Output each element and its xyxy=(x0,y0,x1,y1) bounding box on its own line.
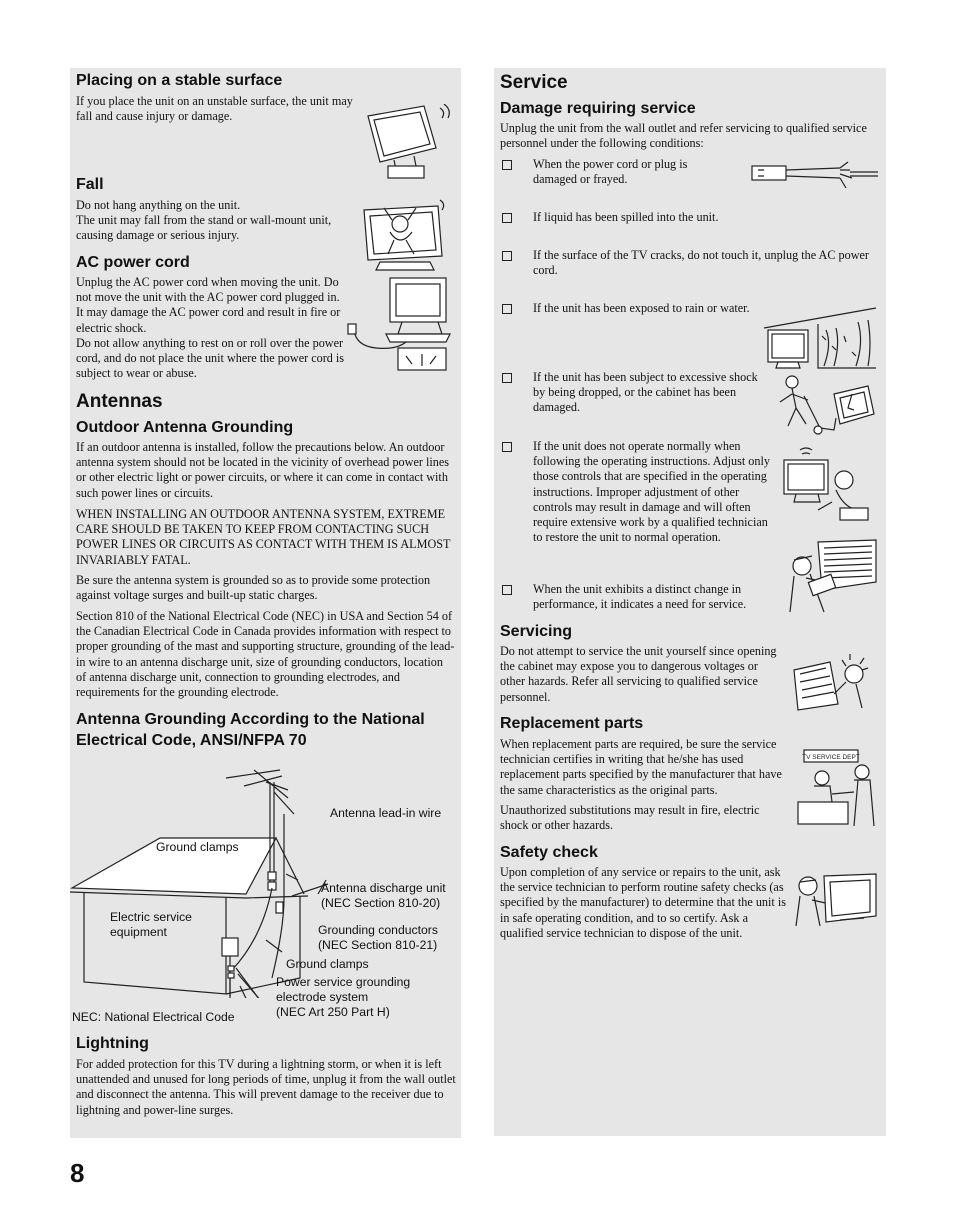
service-intro-text: Unplug the unit from the wall outlet and refer servicing to qualified service personnel under the following conditions: xyxy=(500,121,867,151)
label-grounding-conductors-line-2: (NEC Section 810-21) xyxy=(318,938,438,952)
label-electric-service xyxy=(110,910,192,940)
service-item-box-5 xyxy=(502,373,512,383)
dropped-tv-illustration xyxy=(776,374,878,436)
label-power-grounding-line-1: Power service grounding xyxy=(276,975,411,989)
service-item-box-6 xyxy=(502,442,512,452)
label-grounding-conductors xyxy=(318,923,438,953)
antenna-text-3: Be sure the antenna system is grounded so as to provide some protection against voltage surges and built-up static charges. xyxy=(76,573,431,603)
service-item-box-2 xyxy=(502,213,512,223)
lightning-heading: Lightning xyxy=(76,1035,149,1052)
service-item-1: When the power cord or plug is damaged or frayed. xyxy=(533,157,688,187)
label-power-grounding-line-2: electrode system xyxy=(276,990,369,1004)
service-dept-illustration xyxy=(796,748,878,826)
child-hanging-illustration xyxy=(360,198,452,274)
ac-power-cord-text-2: Do not allow anything to rest on or roll over the power cord, and do not place the unit where the power cord is subject to wear or abuse. xyxy=(76,336,345,381)
frayed-cord-illustration xyxy=(750,160,880,190)
fall-text-2: The unit may fall from the stand or wall-mount unit, causing damage or serious injury. xyxy=(76,213,332,243)
fall-text-1: Do not hang anything on the unit. xyxy=(76,198,241,212)
service-item-box-3 xyxy=(502,251,512,261)
service-heading: Service xyxy=(500,72,568,93)
tv-tipping-illustration xyxy=(362,104,454,180)
antenna-text-1: If an outdoor antenna is installed, follow the precautions below. An outdoor antenna system should not be located in the vicinity of overhead power lines or other electric light or power circuits, or where it can come in contact with such power lines or circuits. xyxy=(76,440,449,500)
ac-power-cord-heading: AC power cord xyxy=(76,254,190,271)
antennas-heading: Antennas xyxy=(76,391,163,412)
service-item-2: If liquid has been spilled into the unit. xyxy=(533,210,719,224)
service-item-box-4 xyxy=(502,304,512,314)
page-number: 8 xyxy=(70,1158,85,1188)
servicing-heading: Servicing xyxy=(500,623,573,640)
service-item-6: If the unit does not operate normally when following the operating instructions. Adjust only those controls that are specified in the operating instructions. Improper adjustment of other controls may result in damage and will often require extensive work by a qualified technician to restore the unit to normal operation. xyxy=(533,439,770,545)
tv-cord-illustration xyxy=(346,276,452,374)
damage-requiring-service-heading: Damage requiring service xyxy=(500,100,696,117)
stable-surface-heading: Placing on a stable surface xyxy=(76,72,283,89)
service-item-box-1 xyxy=(502,160,512,170)
label-ground-clamps-bottom: Ground clamps xyxy=(286,957,369,971)
phone-call-illustration xyxy=(782,446,874,524)
grounding-diagram-heading xyxy=(76,709,461,751)
label-power-grounding xyxy=(276,975,410,1020)
stable-surface-text: If you place the unit on an unstable surface, the unit may fall and cause injury or damage. xyxy=(76,94,353,124)
label-discharge-unit-line-2: (NEC Section 810-20) xyxy=(321,896,441,910)
service-item-box-7 xyxy=(502,585,512,595)
label-discharge-unit-line-1: Antenna discharge unit xyxy=(321,881,446,895)
ac-power-cord-text-1: Unplug the AC power cord when moving the unit. Do not move the unit with the AC power cord plugged in. It may damage the AC power cord and result in fire or electric shock. xyxy=(76,275,341,335)
grounding-heading-line-1: Antenna Grounding According to the National xyxy=(76,711,425,728)
antenna-text-4: Section 810 of the National Electrical Code (NEC) in USA and Section 54 of the Canadian Electrical Code in Canada provides information with respect to proper grounding of the mast and supporting structure, grounding of the lead-in wire to an antenna discharge unit, size of grounding conductors, location of antenna discharge unit, connection to grounding electrodes, and requirements for the grounding electrode. xyxy=(76,609,455,700)
label-electric-service-line-2: equipment xyxy=(110,925,167,939)
outdoor-antenna-grounding-heading: Outdoor Antenna Grounding xyxy=(76,419,294,436)
service-item-4: If the unit has been exposed to rain or water. xyxy=(533,301,750,315)
replacement-parts-text-2: Unauthorized substitutions may result in fire, electric shock or other hazards. xyxy=(500,803,760,833)
label-antenna-lead-in: Antenna lead-in wire xyxy=(330,806,442,820)
label-grounding-conductors-line-1: Grounding conductors xyxy=(318,923,438,937)
label-power-grounding-line-3: (NEC Art 250 Part H) xyxy=(276,1005,390,1019)
safety-check-text: Upon completion of any service or repairs to the unit, ask the service technician to perform routine safety checks (as specified by the manufacturer) to determine that the unit is in safe operating condition, and to so certify. Ask a qualified service technician to dispose of the unit. xyxy=(500,865,786,940)
service-item-3: If the surface of the TV cracks, do not touch it, unplug the AC power cord. xyxy=(533,248,869,278)
replacement-parts-heading: Replacement parts xyxy=(500,715,644,732)
servicing-text: Do not attempt to service the unit yourself since opening the cabinet may expose you to dangerous voltages or other hazards. Refer all servicing to qualified service personnel. xyxy=(500,644,777,704)
rain-window-illustration xyxy=(762,306,878,372)
safety-check-heading: Safety check xyxy=(500,844,598,861)
safety-check-illustration xyxy=(794,872,880,928)
tv-service-dept-sign: TV SERVICE DEPT xyxy=(802,754,860,761)
left-column xyxy=(70,68,461,1138)
label-nec: NEC: National Electrical Code xyxy=(72,1010,235,1024)
label-ground-clamps-top: Ground clamps xyxy=(156,840,239,854)
service-item-7: When the unit exhibits a distinct change in performance, it indicates a need for service. xyxy=(533,582,747,612)
right-column xyxy=(494,68,886,1136)
electric-shock-illustration xyxy=(790,652,874,712)
lightning-text: For added protection for this TV during a lightning storm, or when it is left unattended and unused for long periods of time, unplug it from the wall outlet and disconnect the antenna. This will prevent damage to the receiver due to lightning and power-line surges. xyxy=(76,1057,456,1117)
antenna-warning-text: WHEN INSTALLING AN OUTDOOR ANTENNA SYSTEM, EXTREME CARE SHOULD BE TAKEN TO KEEP FROM CONTACTING SUCH POWER LINES OR CIRCUITS AS CONTACT WITH THEM IS ALMOST INVARIABLY FATAL. xyxy=(76,507,451,567)
replacement-parts-text-1: When replacement parts are required, be sure the service technician certifies in writing that he/she has used replacement parts specified by the manufacturer that have the same characteristics as the original parts. xyxy=(500,737,782,797)
grounding-heading-line-2: Electrical Code, ANSI/NFPA 70 xyxy=(76,732,307,749)
label-electric-service-line-1: Electric service xyxy=(110,910,192,924)
service-item-5: If the unit has been subject to excessive shock by being dropped, or the cabinet has been damaged. xyxy=(533,370,758,415)
technician-illustration xyxy=(788,538,878,614)
label-discharge-unit xyxy=(321,881,446,911)
fall-heading: Fall xyxy=(76,176,104,193)
